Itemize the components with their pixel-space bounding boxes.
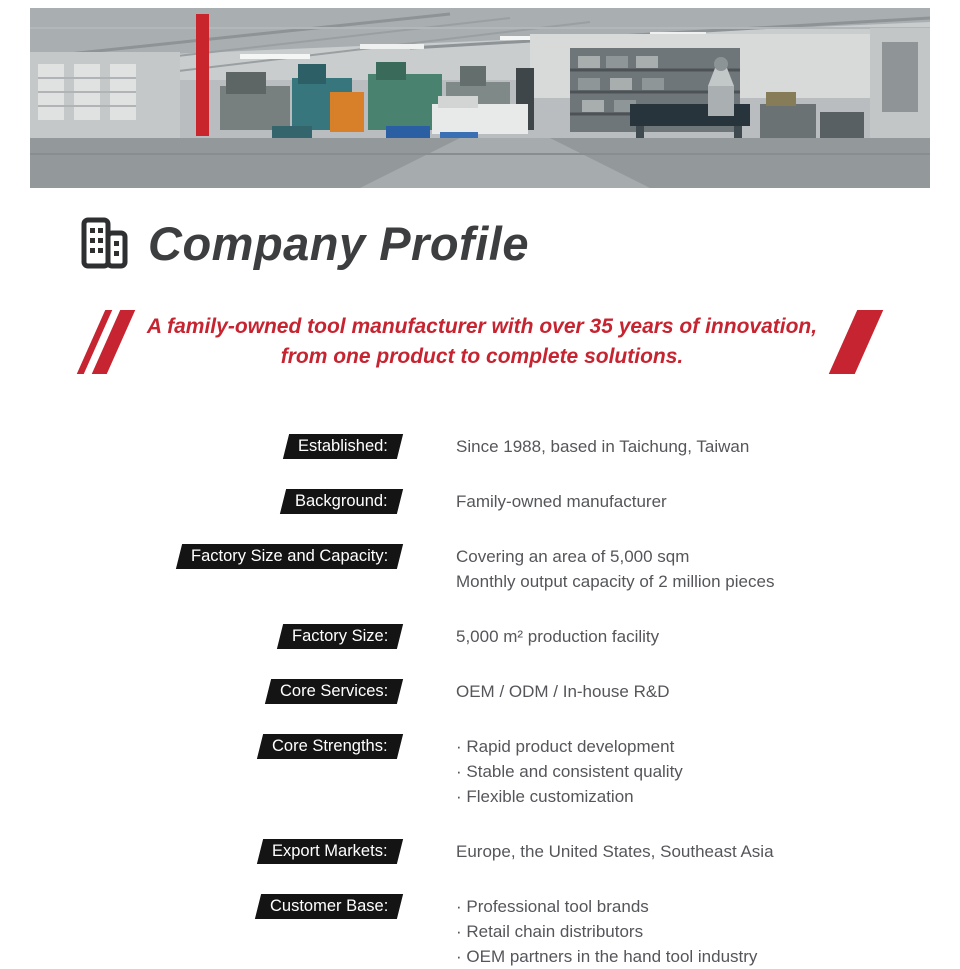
company-profile-page: [0, 8, 960, 968]
profile-row-background: [0, 489, 960, 514]
profile-value: [456, 434, 916, 459]
profile-value-line: Family-owned manufacturer: [456, 492, 667, 511]
profile-row-established: [0, 434, 960, 459]
profile-row-factory-size: [0, 624, 960, 649]
profile-row-core-services: [0, 679, 960, 704]
profile-label: Core Strengths:: [272, 737, 388, 755]
profile-label: Customer Base:: [269, 897, 388, 915]
profile-value-line: · Professional tool brands: [456, 897, 649, 916]
profile-label: Factory Size:: [291, 627, 388, 645]
profile-label-badge: [257, 734, 403, 759]
profile-value: [456, 679, 916, 704]
profile-value-line: 5,000 m² production facility: [456, 627, 660, 646]
profile-value: [456, 839, 916, 864]
profile-label-badge: [280, 489, 403, 514]
tagline-right-slash-icon: [843, 310, 869, 374]
profile-label: Core Services:: [279, 682, 388, 700]
profile-label-badge: [265, 679, 403, 704]
profile-value: [456, 734, 916, 809]
tagline-line-1: A family-owned tool manufacturer with over 35 years of innovation,: [146, 315, 818, 338]
profile-value-line: · Flexible customization: [456, 787, 634, 806]
factory-photo-illustration: [30, 8, 930, 188]
profile-row-customer-base: [0, 894, 960, 969]
profile-value-line: OEM / ODM / In-house R&D: [456, 682, 670, 701]
tagline-left-slashes-icon: [91, 310, 121, 374]
profile-value: [456, 624, 916, 649]
tagline-band: [0, 306, 960, 378]
profile-label-badge: [277, 624, 404, 649]
building-icon: [78, 217, 130, 269]
profile-value-line: Since 1988, based in Taichung, Taiwan: [456, 437, 750, 456]
profile-value-line: · Rapid product development: [456, 737, 675, 756]
profile-row-factory-size-capacity: [0, 544, 960, 594]
profile-label: Background:: [295, 492, 388, 510]
profile-label-badge: [257, 839, 403, 864]
profile-value-line: · Retail chain distributors: [456, 922, 644, 941]
profile-value: [456, 894, 916, 969]
profile-value: [456, 544, 916, 594]
profile-label-badge: [176, 544, 403, 569]
profile-label: Export Markets:: [272, 842, 388, 860]
tagline-line-2: from one product to complete solutions.: [280, 345, 684, 368]
profile-value-line: · OEM partners in the hand tool industry: [456, 947, 758, 966]
profile-value: [456, 489, 916, 514]
profile-value-line: · Stable and consistent quality: [456, 762, 683, 781]
profile-row-export-markets: [0, 839, 960, 864]
profile-label-badge: [255, 894, 404, 919]
tagline-text: [147, 312, 817, 372]
factory-photo: [30, 8, 930, 188]
profile-row-core-strengths: [0, 734, 960, 809]
page-title: Company Profile: [148, 216, 529, 270]
profile-value-line: Europe, the United States, Southeast Asia: [456, 842, 774, 861]
profile-value-line: Monthly output capacity of 2 million pieces: [456, 572, 775, 591]
profile-label: Factory Size and Capacity:: [190, 547, 388, 565]
profile-label: Established:: [298, 437, 388, 455]
profile-label-badge: [283, 434, 403, 459]
profile-list: [0, 434, 960, 969]
page-heading: [78, 214, 960, 272]
profile-value-line: Covering an area of 5,000 sqm: [456, 547, 690, 566]
